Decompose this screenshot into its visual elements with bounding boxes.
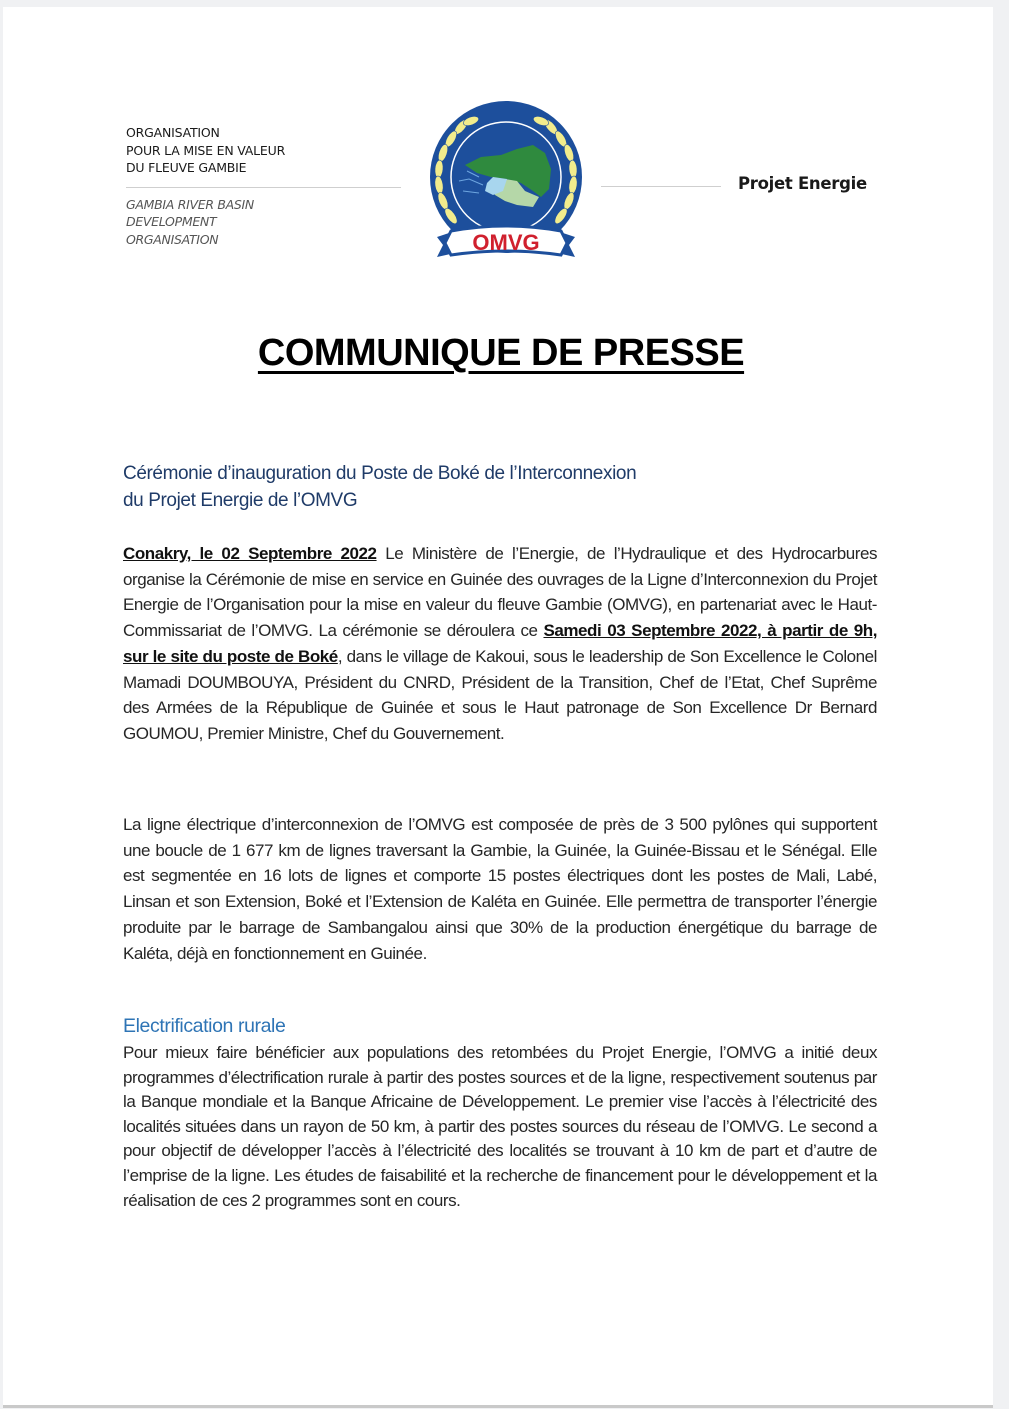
- paragraph-announcement: [123, 541, 877, 747]
- org-name-fr-line: ORGANISATION: [126, 125, 220, 140]
- organisation-block: [126, 124, 401, 248]
- org-name-en-line: DEVELOPMENT: [126, 214, 217, 229]
- document-subtitle: [123, 460, 823, 514]
- event-details: Samedi 03 Septembre 2022, à partir de 9h, sur le site du poste de Boké: [123, 621, 877, 666]
- org-divider: [126, 187, 401, 188]
- header-divider: [601, 186, 721, 187]
- page-title: [3, 332, 999, 375]
- org-name-en-line: ORGANISATION: [126, 231, 219, 247]
- org-name-en: [126, 196, 401, 249]
- document-page: [3, 7, 993, 1408]
- subtitle-line: Cérémonie d’inauguration du Poste de Boké de l’Interconnexion: [123, 463, 637, 484]
- paragraph-text: , dans le village de Kakoui, sous le leadership de Son Excellence le Colonel Mamadi DOUMBOUYA, Président du CNRD, Président de la Transition, Chef de l’Etat, Chef Suprême des Armées de la République de Guinée et sous le Haut patronage de Son Excellence Dr Bernard GOUMOU, Premier Ministre, Chef du Gouvernement.: [123, 646, 877, 743]
- org-name-en-line: GAMBIA RIVER BASIN: [126, 196, 254, 212]
- project-label: Projet Energie: [738, 174, 867, 193]
- paragraph-interconnection: La ligne électrique d’interconnexion de l’OMVG est composée de près de 3 500 pylônes qui supportent une boucle de 1 677 km de lignes traversant la Gambie, la Guinée, la Guinée-Bissau et le Sénégal. Elle est segmentée en 16 lots de lignes et comporte 15 postes électriques dont les postes de Mali, Labé, Linsan et son Extension, Boké et l’Extension de Kaléta en Guinée. Elle permettra de transporter l’énergie produite par le barrage de Sambangalou ainsi que 30% de la production énergétique du barrage de Kaléta, déjà en fonctionnement en Guinée.: [123, 815, 877, 963]
- omvg-logo: [421, 99, 591, 269]
- paragraph-text: Le Ministère de l’Energie, de l’Hydraulique et des Hydrocarbures organise la Cérémonie de mise en service en Guinée des ouvrages de la Ligne d’Interconnexion du Projet Energie de l’Organisation pour la mise en valeur du fleuve Gambie (OMVG), en partenariat avec le Haut-Commissariat de l’OMVG. La cérémonie se déroulera ce: [123, 544, 877, 641]
- page-title-text: COMMUNIQUE DE PRESSE: [257, 332, 745, 374]
- org-name-fr-line: POUR LA MISE EN VALEUR: [126, 142, 286, 158]
- paragraph-rural-electrification: Pour mieux faire bénéficier aux populations des retombées du Projet Energie, l’OMVG a initié deux programmes d’électrification rurale à partir des postes sources et de la ligne, respectivement soutenus par la Banque mondiale et la Banque Africaine de Développement. Le premier vise l’accès à l’électricité des localités situées dans un rayon de 50 km, à partir des postes sources du réseau de l’OMVG. Le second a pour objectif de développer l’accès à l’électricité des localités se trouvant à 10 km de part et d’autre de l’emprise de la ligne. Les études de faisabilité et la recherche de financement pour le développement et la réalisation de ces 2 programmes sont en cours.: [123, 1043, 877, 1210]
- org-name-fr-line: DU FLEUVE GAMBIE: [126, 160, 247, 175]
- dateline: Conakry, le 02 Septembre 2022: [123, 544, 377, 563]
- org-name-fr: [126, 124, 401, 177]
- logo-text: OMVG: [472, 230, 540, 255]
- subtitle-line: du Projet Energie de l’OMVG: [123, 490, 358, 511]
- section-title-rural-electrification: Electrification rurale: [123, 1015, 286, 1037]
